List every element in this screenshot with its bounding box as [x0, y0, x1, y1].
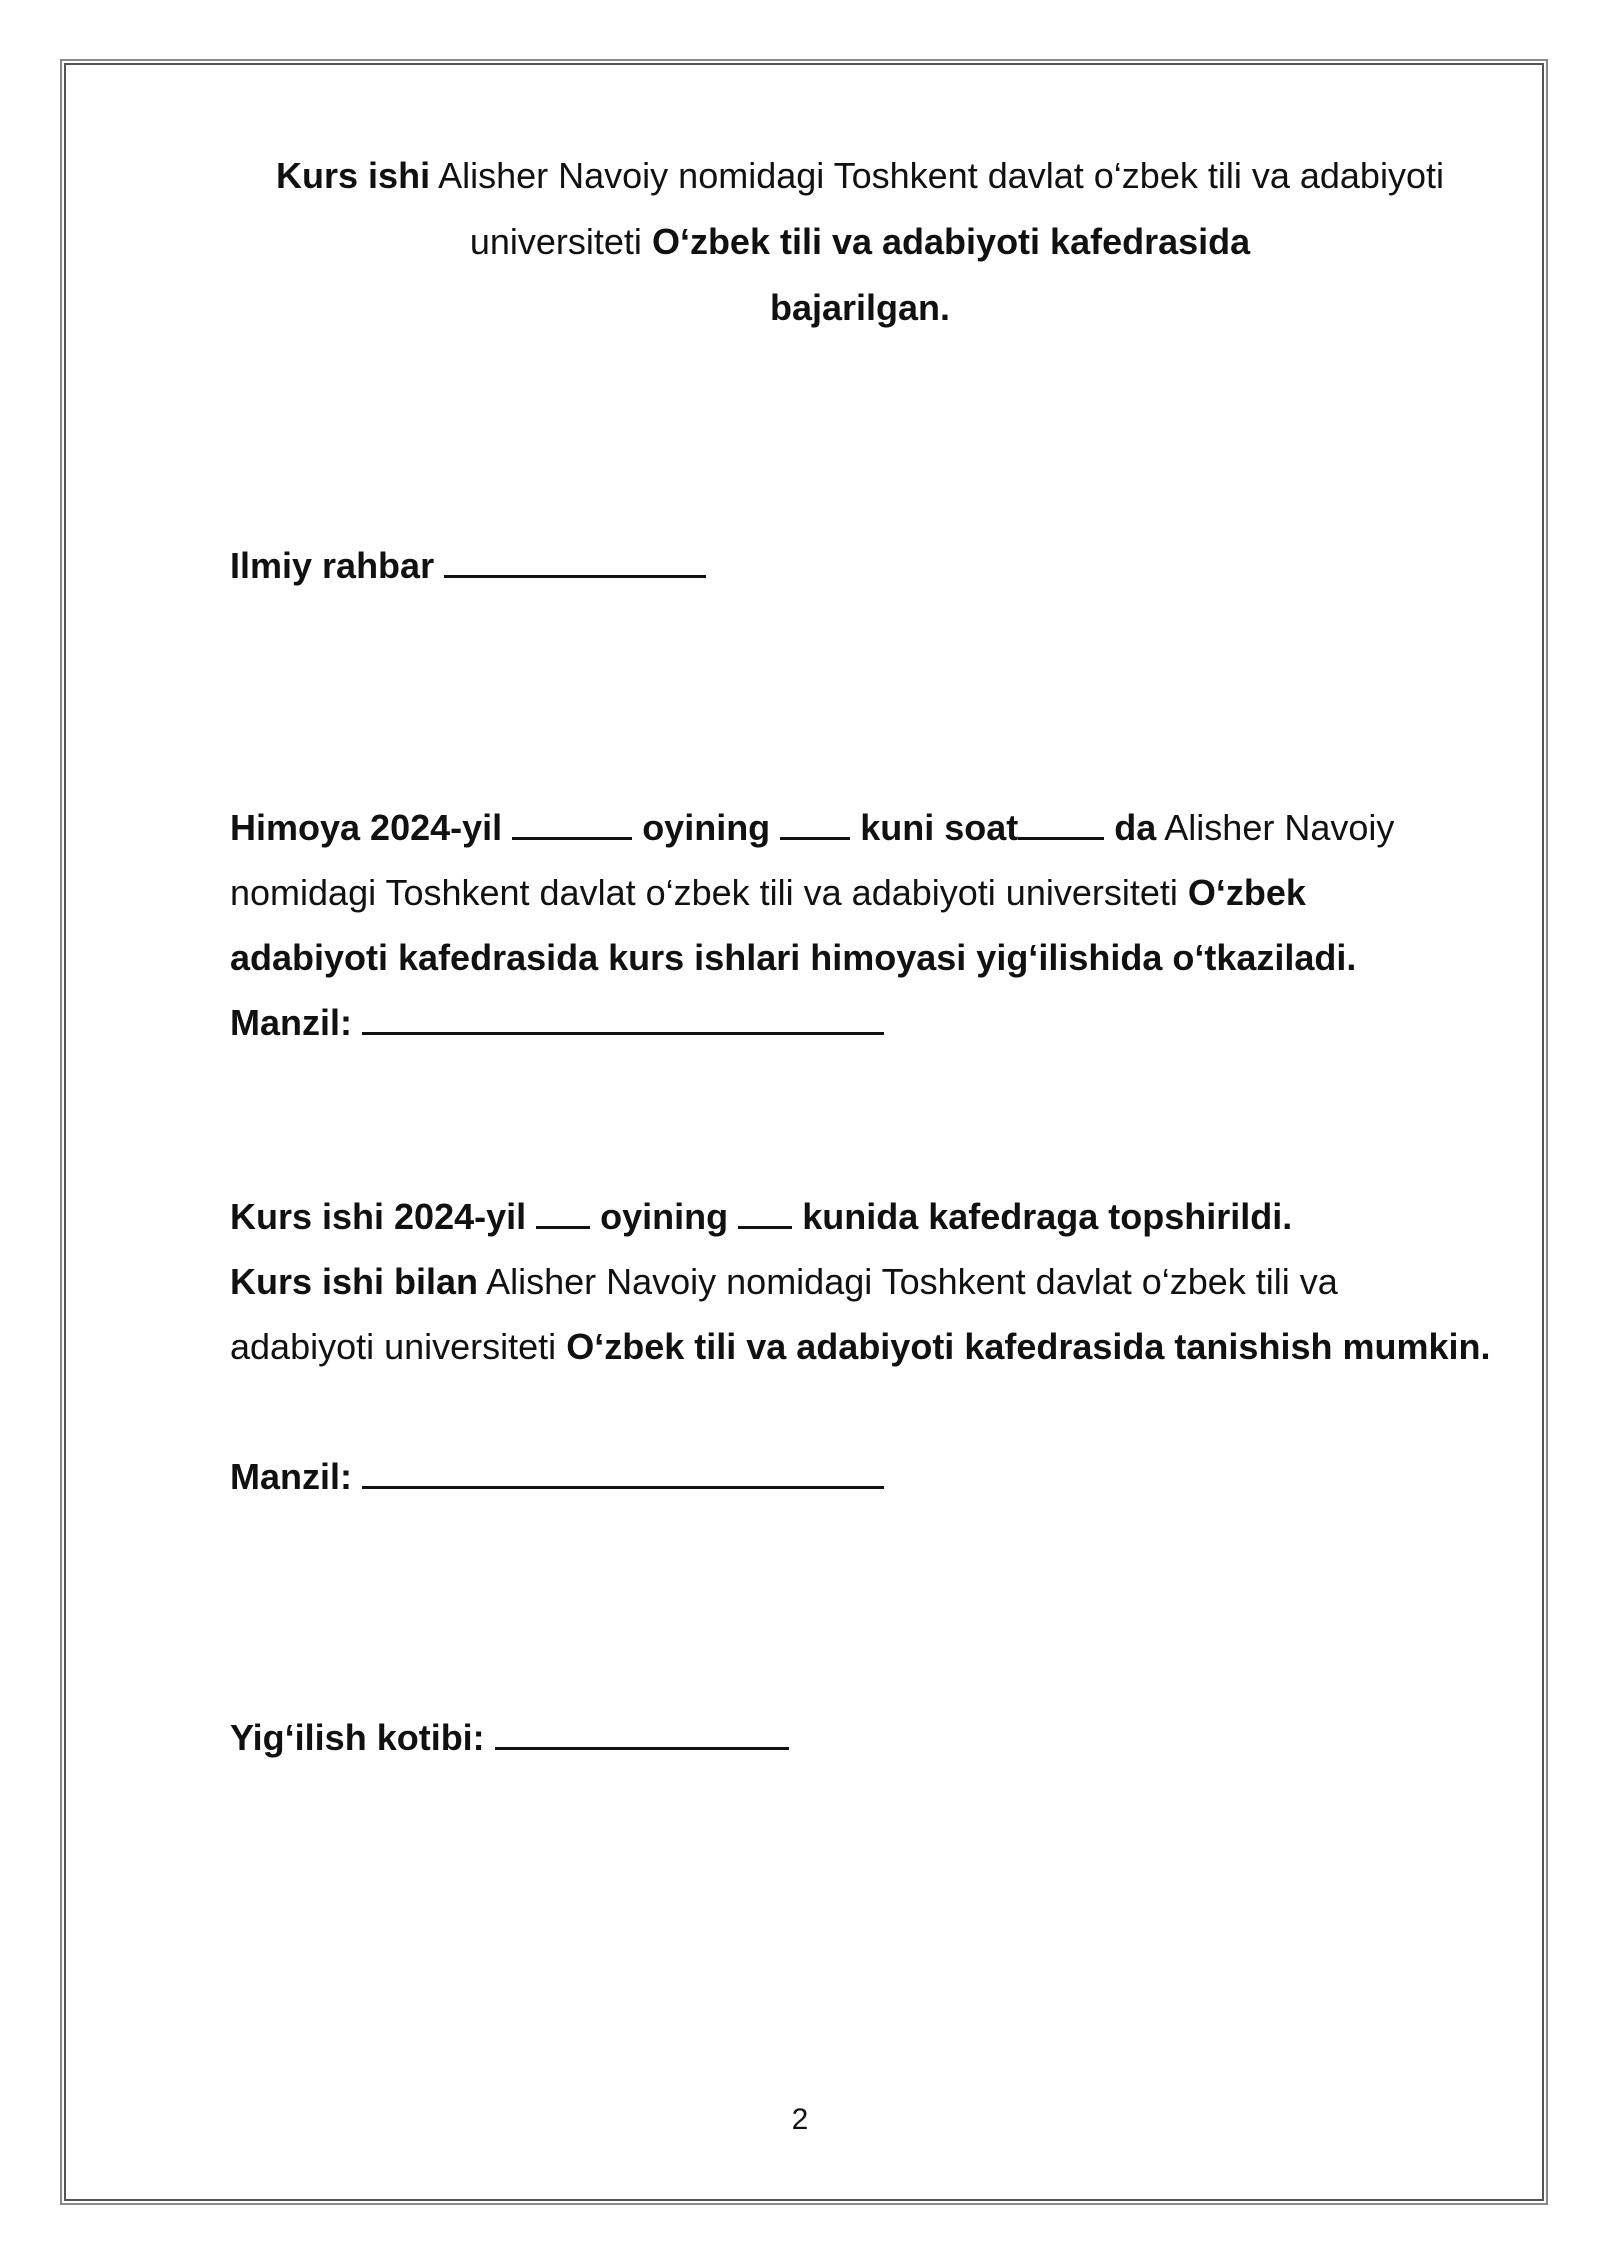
defense-da-text: da [1114, 807, 1157, 848]
intro-bold-3: bajarilgan. [769, 287, 951, 328]
intro-regular-1: Alisher Navoiy nomidagi Toshkent davlat o‘zbek tili va adabiyoti [438, 155, 1444, 196]
defense-address-label: Manzil: [230, 1002, 352, 1043]
page-border [64, 63, 1544, 2201]
intro-line-1 [200, 143, 1520, 209]
submission-line-2 [230, 1249, 1530, 1314]
submission-line-3 [230, 1314, 1530, 1379]
defense-regular-2: nomidagi Toshkent davlat o‘zbek tili va adabiyoti universiteti [230, 872, 1178, 913]
intro-paragraph [200, 143, 1520, 341]
submission-address-line [230, 1444, 1530, 1509]
defense-paragraph [230, 795, 1530, 1055]
defense-month-blank[interactable] [512, 807, 632, 840]
intro-line-2 [200, 209, 1520, 275]
submission-regular-3: adabiyoti universiteti [230, 1326, 557, 1367]
submission-paragraph [230, 1184, 1530, 1379]
defense-year-text: Himoya 2024-yil [230, 807, 503, 848]
secretary-signature-blank[interactable] [495, 1717, 789, 1750]
submission-regular-2: Alisher Navoiy nomidagi Toshkent davlat o‘zbek tili va [486, 1261, 1338, 1302]
defense-bold-3: adabiyoti kafedrasida kurs ishlari himoyasi yig‘ilishida o‘tkaziladi. [230, 937, 1357, 978]
intro-regular-2: universiteti [469, 221, 642, 262]
defense-bold-2: O‘zbek [1187, 872, 1306, 913]
defense-line-1 [230, 795, 1530, 860]
intro-line-3 [200, 275, 1520, 341]
submission-day-blank[interactable] [738, 1196, 792, 1229]
defense-line-2 [230, 860, 1530, 925]
submission-month-blank[interactable] [536, 1196, 590, 1229]
secretary-line [230, 1705, 1530, 1770]
submission-address-label: Manzil: [230, 1456, 352, 1497]
defense-time-blank[interactable] [1018, 807, 1104, 840]
submission-year-text: Kurs ishi 2024-yil [230, 1196, 527, 1237]
submission-line-1 [230, 1184, 1530, 1249]
submission-address-blank[interactable] [362, 1456, 884, 1489]
defense-address-blank[interactable] [362, 1002, 884, 1035]
submission-oyining-text: oyining [600, 1196, 729, 1237]
supervisor-line [230, 533, 1530, 598]
defense-line-3 [230, 925, 1530, 990]
submission-bold-3: O‘zbek tili va adabiyoti kafedrasida tanishish mumkin. [566, 1326, 1491, 1367]
defense-day-blank[interactable] [780, 807, 850, 840]
secretary-label: Yig‘ilish kotibi: [230, 1717, 485, 1758]
defense-address-line [230, 990, 1530, 1055]
intro-bold-2: O‘zbek tili va adabiyoti kafedrasida [651, 221, 1251, 262]
intro-bold-1: Kurs ishi [276, 155, 431, 196]
submission-bold-2: Kurs ishi bilan [230, 1261, 479, 1302]
page-number: 2 [791, 2103, 809, 2136]
supervisor-signature-blank[interactable] [444, 545, 706, 578]
defense-oyining-text: oyining [642, 807, 771, 848]
defense-kuni-text: kuni soat [860, 807, 1019, 848]
submission-kunida-text: kunida kafedraga topshirildi. [802, 1196, 1293, 1237]
defense-regular-1: Alisher Navoiy [1164, 807, 1395, 848]
supervisor-label: Ilmiy rahbar [230, 545, 435, 586]
